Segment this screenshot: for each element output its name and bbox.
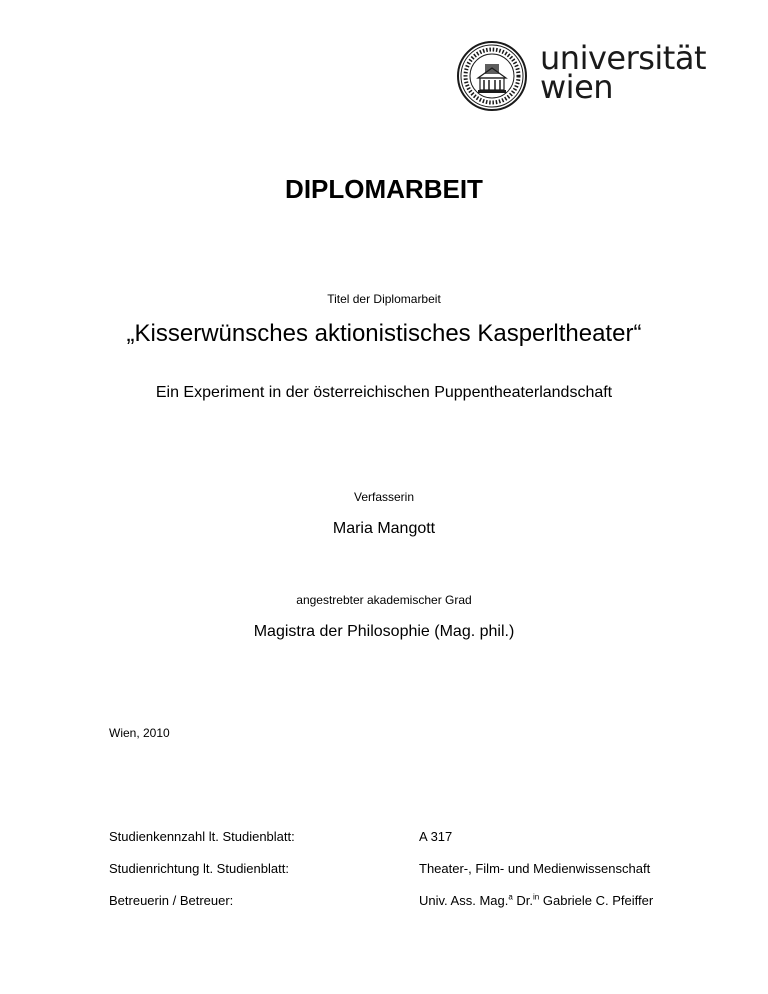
supervisor-prefix: Univ. Ass. Mag. bbox=[419, 893, 509, 908]
author-name: Maria Mangott bbox=[332, 520, 436, 537]
degree-label: angestrebter akademischer Grad bbox=[296, 593, 472, 607]
place-and-date: Wien, 2010 bbox=[109, 726, 170, 740]
author-label: Verfasserin bbox=[353, 490, 415, 504]
university-logo bbox=[456, 40, 736, 112]
supervisor-mid: Dr. bbox=[512, 893, 534, 908]
university-wordmark bbox=[540, 39, 706, 106]
study-field-value: Theater-, Film- und Medienwissenschaft bbox=[419, 861, 651, 876]
study-field-label: Studienrichtung lt. Studienblatt: bbox=[109, 861, 289, 876]
supervisor-superscript-2: in bbox=[533, 892, 540, 902]
wordmark-line-2: wien bbox=[540, 68, 614, 106]
wordmark-line-1: universität bbox=[540, 39, 706, 77]
document-type-heading: DIPLOMARBEIT bbox=[285, 174, 483, 204]
thesis-subtitle: Ein Experiment in der österreichischen Puppentheaterlandschaft bbox=[155, 384, 613, 401]
supervisor-superscript-1: a bbox=[508, 892, 513, 902]
thesis-title: „Kisserwünsches aktionistisches Kasperltheater“ bbox=[126, 320, 642, 347]
degree-name: Magistra der Philosophie (Mag. phil.) bbox=[253, 623, 515, 640]
title-label: Titel der Diplomarbeit bbox=[327, 292, 441, 306]
supervisor-label: Betreuerin / Betreuer: bbox=[109, 893, 234, 908]
supervisor-value bbox=[419, 893, 653, 908]
study-code-value: A 317 bbox=[419, 829, 453, 844]
supervisor-name: Gabriele C. Pfeiffer bbox=[539, 893, 654, 908]
study-code-label: Studienkennzahl lt. Studienblatt: bbox=[109, 829, 295, 844]
university-seal-icon bbox=[456, 40, 528, 112]
